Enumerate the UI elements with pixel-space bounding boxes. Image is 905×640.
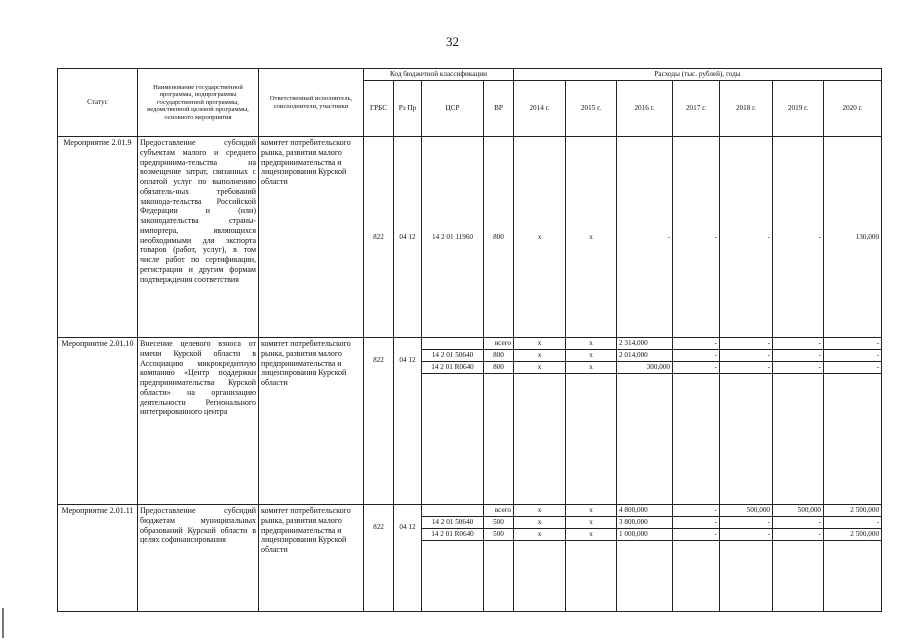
row-value: x bbox=[566, 505, 617, 517]
row-value: x bbox=[566, 137, 617, 338]
header-year: 2014 г. bbox=[514, 81, 566, 137]
header-rzpr: Рз Пр bbox=[394, 81, 422, 137]
header-csr: ЦСР bbox=[422, 81, 484, 137]
row-grbs: 822 bbox=[364, 505, 394, 612]
header-name: Наименование государственной программы, подпрограммы государственной программы, ведомственной целевой программы, основного мероприятия bbox=[138, 69, 259, 137]
header-year: 2019 г. bbox=[773, 81, 824, 137]
row-value: - bbox=[720, 362, 773, 374]
row-value: x bbox=[514, 529, 566, 541]
header-vr: ВР bbox=[484, 81, 514, 137]
row-value: - bbox=[773, 350, 824, 362]
row-value: 500,000 bbox=[720, 505, 773, 517]
row-value: 2 500,000 bbox=[824, 529, 882, 541]
row-value: 2 314,000 bbox=[617, 338, 673, 350]
row-name: Предоставление субсидий субъектам малого и среднего предпринима-тельства на возмещение затрат, связанных с оплатой услуг по выполнению обязатель-ных требований законода-тельства Российской Федерации и (или) законодательства страны-импортера, являющихся необходимыми для экспорта товаров (работ, услуг), в том числе работ по сертификации, регистрации и другим формам подтверждения соответствия bbox=[138, 137, 259, 338]
table-row bbox=[58, 505, 882, 517]
row-value: - bbox=[673, 338, 720, 350]
row-value: x bbox=[566, 362, 617, 374]
header-year: 2018 г. bbox=[720, 81, 773, 137]
row-vr: 800 bbox=[484, 362, 514, 374]
row-value: 300,000 bbox=[617, 362, 673, 374]
row-value: x bbox=[514, 362, 566, 374]
row-value: x bbox=[514, 505, 566, 517]
budget-table bbox=[57, 68, 882, 612]
row-value: x bbox=[566, 338, 617, 350]
row-responsible: комитет потребительского рынка, развития малого предпринимательства и лицензирования Курской области bbox=[259, 137, 364, 338]
row-value: - bbox=[617, 137, 673, 338]
row-csr: 14 2 01 50640 bbox=[422, 350, 484, 362]
row-status: Мероприятие 2.01.11 bbox=[58, 505, 138, 612]
row-rzpr: 04 12 bbox=[394, 137, 422, 338]
row-value: x bbox=[514, 338, 566, 350]
header-year: 2016 г. bbox=[617, 81, 673, 137]
row-csr: 14 2 01 R0640 bbox=[422, 362, 484, 374]
row-value: x bbox=[514, 137, 566, 338]
row-value: - bbox=[673, 137, 720, 338]
header-year: 2020 г. bbox=[824, 81, 882, 137]
row-value: - bbox=[720, 338, 773, 350]
row-value: - bbox=[720, 350, 773, 362]
row-vr: всего bbox=[484, 338, 514, 350]
row-name: Предоставление субсидий бюджетам муниципальных образований Курской области в целях софинансирования bbox=[138, 505, 259, 612]
row-value: - bbox=[824, 338, 882, 350]
row-status: Мероприятие 2.01.9 bbox=[58, 137, 138, 338]
header-year: 2017 г. bbox=[673, 81, 720, 137]
row-value: - bbox=[720, 529, 773, 541]
row-value: 500,000 bbox=[773, 505, 824, 517]
row-csr bbox=[422, 338, 484, 350]
header-budget-code: Код бюджетной классификации bbox=[364, 69, 514, 81]
row-vr: 500 bbox=[484, 529, 514, 541]
row-grbs: 822 bbox=[364, 137, 394, 338]
row-value: - bbox=[673, 517, 720, 529]
table-row bbox=[58, 137, 882, 338]
row-value: - bbox=[824, 350, 882, 362]
row-value: x bbox=[514, 350, 566, 362]
row-value: - bbox=[720, 517, 773, 529]
row-value: - bbox=[673, 529, 720, 541]
row-value: 3 800,000 bbox=[617, 517, 673, 529]
row-value: - bbox=[824, 517, 882, 529]
row-value: x bbox=[566, 517, 617, 529]
row-rzpr: 04 12 bbox=[394, 338, 422, 505]
row-value: 2 500,000 bbox=[824, 505, 882, 517]
row-value: x bbox=[566, 350, 617, 362]
table-row bbox=[58, 338, 882, 350]
row-responsible: комитет потребительского рынка, развития малого предпринимательства и лицензирования Курской области bbox=[259, 338, 364, 505]
row-value: 2 014,000 bbox=[617, 350, 673, 362]
row-value: - bbox=[673, 505, 720, 517]
header-grbs: ГРБС bbox=[364, 81, 394, 137]
row-value: 130,000 bbox=[824, 137, 882, 338]
row-value: 4 800,000 bbox=[617, 505, 673, 517]
row-vr: 800 bbox=[484, 137, 514, 338]
scan-edge-mark bbox=[2, 608, 4, 638]
row-vr: всего bbox=[484, 505, 514, 517]
page-number: 32 bbox=[446, 34, 459, 49]
row-csr bbox=[422, 505, 484, 517]
row-value: x bbox=[514, 517, 566, 529]
row-value: - bbox=[773, 517, 824, 529]
row-csr: 14 2 01 11960 bbox=[422, 137, 484, 338]
row-value: - bbox=[720, 137, 773, 338]
row-value: - bbox=[673, 350, 720, 362]
header-year: 2015 г. bbox=[566, 81, 617, 137]
row-value: - bbox=[773, 529, 824, 541]
row-name: Внесение целевого взноса от имени Курской области в Ассоциацию микрокредитную компанию «Центр поддержки предпринимательства Курской области» на организацию деятельности Регионального интегрированного центра bbox=[138, 338, 259, 505]
row-value: - bbox=[773, 362, 824, 374]
header-status: Статус bbox=[58, 69, 138, 137]
row-value: - bbox=[824, 362, 882, 374]
row-grbs: 822 bbox=[364, 338, 394, 505]
row-value: - bbox=[673, 362, 720, 374]
row-vr: 500 bbox=[484, 517, 514, 529]
row-vr: 800 bbox=[484, 350, 514, 362]
row-value: - bbox=[773, 338, 824, 350]
row-responsible: комитет потребительского рынка, развития малого предпринимательства и лицензирования Курской области bbox=[259, 505, 364, 612]
header-responsible: Ответственный исполнитель, соисполнители, участники bbox=[259, 69, 364, 137]
header-expenses: Расходы (тыс. рублей), годы bbox=[514, 69, 882, 81]
row-value: - bbox=[773, 137, 824, 338]
row-value: 1 000,000 bbox=[617, 529, 673, 541]
row-status: Мероприятие 2.01.10 bbox=[58, 338, 138, 505]
row-csr: 14 2 01 R0640 bbox=[422, 529, 484, 541]
row-csr: 14 2 01 50640 bbox=[422, 517, 484, 529]
row-value: x bbox=[566, 529, 617, 541]
row-rzpr: 04 12 bbox=[394, 505, 422, 612]
